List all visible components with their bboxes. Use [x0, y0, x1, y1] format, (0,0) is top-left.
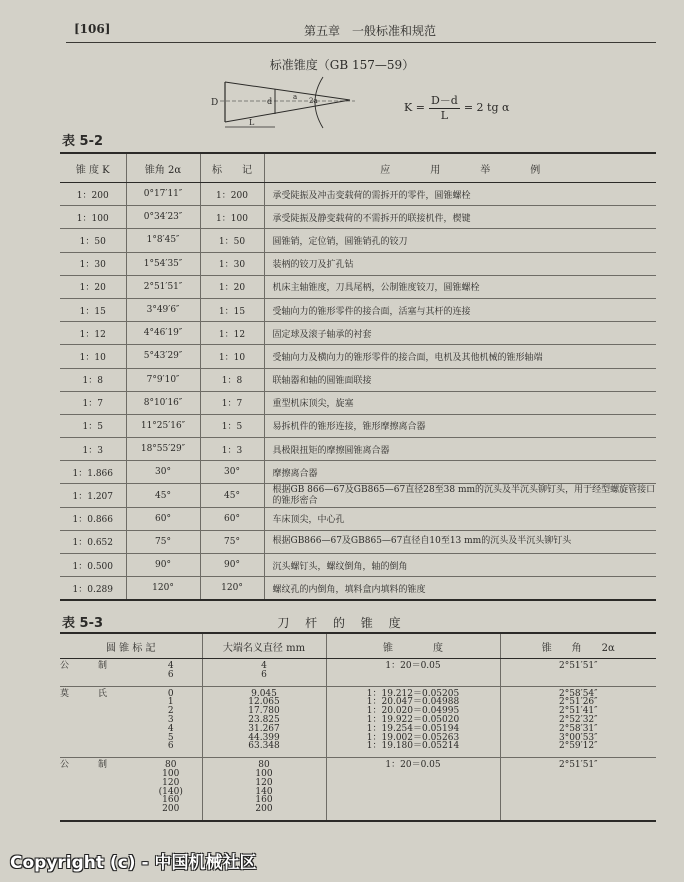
page-header [66, 20, 656, 43]
application-cell: 圆锥销，定位销，圆锥销孔的铰刀 [264, 229, 656, 252]
angle-cell: 1°8′45″ [126, 229, 200, 252]
table-row [60, 484, 656, 507]
angle-cell: 5°43′29″ [126, 345, 200, 368]
angle-cell: 7°9′10″ [126, 368, 200, 391]
application-cell: 重型机床顶尖，旋塞 [264, 391, 656, 414]
angle-cell: 90° [126, 554, 200, 577]
angle-value: 2°52′32″ [558, 714, 598, 725]
application-cell: 摩擦离合器 [264, 461, 656, 484]
table-row [60, 577, 656, 601]
mark-value: 5 [167, 732, 174, 743]
application-cell: 承受陡振及冲击变载荷的需拆开的零件，圆锥螺栓 [264, 183, 656, 206]
table-row [60, 758, 656, 821]
diagram-line [225, 82, 350, 100]
diameter-cell [202, 659, 326, 687]
taper-value: 1：19.002＝0.05263 [366, 732, 460, 743]
col-header: 应 用 举 例 [264, 153, 656, 183]
table-row [60, 461, 656, 484]
table-row [60, 414, 656, 437]
diameter-cell [202, 686, 326, 758]
group-name-cell: 莫 氏 [60, 686, 140, 758]
table-row [60, 368, 656, 391]
diameter-value: 44.399 [248, 732, 280, 743]
table-row [60, 391, 656, 414]
copyright-watermark: Copyright (c) - 中国机械社区 [10, 853, 257, 873]
taper-value: 1：19.254＝0.05194 [366, 723, 460, 734]
mark-value: 80 [165, 760, 177, 771]
table-row [60, 438, 656, 461]
table-row [60, 206, 656, 229]
table-row [60, 275, 656, 298]
application-cell: 螺纹孔的内倒角，填料盒内填料的锥度 [264, 577, 656, 601]
angle-cell: 45° [126, 484, 200, 507]
table-row [60, 659, 656, 687]
table-row [60, 229, 656, 252]
angle-list [501, 662, 657, 671]
angle-value: 2°51′51″ [558, 661, 598, 671]
taper-value: 1：20＝0.05 [385, 661, 441, 671]
diameter-list [203, 761, 326, 814]
angle-cell: 18°55′29″ [126, 438, 200, 461]
taper-cell: 1：12 [60, 322, 126, 345]
col-header: 锥 度 [326, 633, 500, 659]
col-header: 圆 锥 标 記 [60, 633, 202, 659]
diameter-value: 160 [255, 795, 273, 806]
table-5-2-label: 表 5-2 [62, 134, 104, 149]
application-cell: 受轴向力的锥形零件的接合面，活塞与其杆的连接 [264, 298, 656, 321]
mark-value: 6 [167, 741, 174, 752]
table-5-3-title: 刀 杆 的 锥 度 [277, 616, 407, 630]
taper-cell: 1：30 [60, 252, 126, 275]
col-header: 锥 角 2α [500, 633, 656, 659]
table-5-2 [60, 152, 656, 601]
diameter-value: 200 [255, 804, 273, 815]
mark-cell: 1：12 [200, 322, 264, 345]
taper-cell: 1：5 [60, 414, 126, 437]
col-header: 标 记 [200, 153, 264, 183]
table-header-row [60, 153, 656, 183]
diameter-value: 23.825 [248, 714, 280, 725]
chapter-title: 第五章 一般标准和规范 [304, 24, 437, 38]
taper-diagram [205, 72, 365, 132]
angle-cell: 11°25′16″ [126, 414, 200, 437]
mark-cell: 1：200 [200, 183, 264, 206]
application-cell: 具极限扭矩的摩擦圆锥离合器 [264, 438, 656, 461]
angle-cell [500, 659, 656, 687]
application-cell: 易拆机件的锥形连接，锥形摩擦离合器 [264, 414, 656, 437]
mark-list [140, 761, 202, 814]
mark-cell: 1：8 [200, 368, 264, 391]
mark-cell: 1：10 [200, 345, 264, 368]
mark-value: 120 [162, 777, 180, 788]
angle-cell: 0°17′11″ [126, 183, 200, 206]
mark-cell: 1：100 [200, 206, 264, 229]
mark-value: 2 [167, 706, 174, 717]
application-cell: 根据GB866—67及GB865—67直径自10至13 mm的沉头及半沉头铆钉头 [264, 530, 656, 553]
mark-cell: 1：5 [200, 414, 264, 437]
mark-list [140, 690, 202, 752]
table-row [60, 507, 656, 530]
mark-cell [140, 686, 202, 758]
mark-cell: 1：50 [200, 229, 264, 252]
taper-value: 1：19.212＝0.05205 [366, 688, 460, 699]
table-5-3 [60, 632, 656, 822]
angle-value: 2°59′12″ [558, 741, 598, 752]
label-d-lower: d [267, 97, 273, 106]
angle-cell: 60° [126, 507, 200, 530]
application-cell: 装柄的铰刀及扩孔钻 [264, 252, 656, 275]
diameter-value: 9.045 [251, 688, 277, 699]
mark-cell: 120° [200, 577, 264, 601]
table-5-3-body [60, 659, 656, 821]
taper-list [327, 761, 500, 770]
mark-cell: 90° [200, 554, 264, 577]
diameter-value: 4 [261, 661, 267, 671]
angle-value: 3°00′53″ [558, 732, 598, 743]
application-cell: 受轴向力及横向力的锥形零件的接合面，电机及其他机械的锥形轴端 [264, 345, 656, 368]
taper-cell [326, 686, 500, 758]
taper-list [327, 662, 500, 671]
application-cell: 根据GB 866—67及GB865—67直径28至38 mm的沉头及半沉头铆钉头，用于经型螺旋管接口的锥形密合 [264, 484, 656, 507]
taper-cell: 1：10 [60, 345, 126, 368]
label-d-upper: D [211, 98, 219, 108]
taper-cell: 1：0.500 [60, 554, 126, 577]
formula-denominator: L [440, 109, 449, 122]
col-header: 大端名义直径 mm [202, 633, 326, 659]
page-number: [106] [74, 22, 111, 36]
col-header: 锥 度 K [60, 153, 126, 183]
table-header-row [60, 633, 656, 659]
mark-value: 6 [167, 669, 174, 680]
angle-value: 2°58′54″ [558, 688, 598, 699]
taper-formula [404, 92, 509, 122]
taper-cell: 1：8 [60, 368, 126, 391]
diameter-value: 80 [258, 760, 270, 771]
diagram-line [225, 100, 350, 122]
table-row [60, 345, 656, 368]
table-row [60, 322, 656, 345]
mark-cell [140, 659, 202, 687]
table-5-2-body [60, 183, 656, 601]
angle-value: 2°58′31″ [558, 723, 598, 734]
mark-value: 200 [162, 804, 180, 815]
taper-list [327, 690, 500, 752]
angle-cell: 8°10′16″ [126, 391, 200, 414]
formula-right: = 2 tg α [463, 100, 510, 114]
angle-cell: 30° [126, 461, 200, 484]
mark-cell: 75° [200, 530, 264, 553]
taper-cell: 1：0.289 [60, 577, 126, 601]
taper-cell [326, 659, 500, 687]
diameter-cell [202, 758, 326, 821]
taper-value: 1：19.180＝0.05214 [366, 741, 460, 752]
taper-cell: 1：7 [60, 391, 126, 414]
taper-cell [326, 758, 500, 821]
table-row [60, 183, 656, 206]
angle-list [501, 690, 657, 752]
taper-cell: 1：50 [60, 229, 126, 252]
taper-cell: 1：1.866 [60, 461, 126, 484]
diameter-value: 12.065 [248, 697, 280, 708]
mark-value: 0 [167, 688, 174, 699]
mark-value: (140) [158, 786, 183, 797]
angle-cell [500, 686, 656, 758]
mark-value: 4 [167, 723, 174, 734]
angle-cell: 3°49′6″ [126, 298, 200, 321]
table-row [60, 298, 656, 321]
formula-numerator: D－d [430, 94, 458, 107]
mark-value: 160 [162, 795, 180, 806]
angle-cell: 2°51′51″ [126, 275, 200, 298]
figure-title: 标准锥度（GB 157—59） [269, 58, 415, 72]
application-cell: 承受陡振及静变载荷的不需拆开的联接机件，楔键 [264, 206, 656, 229]
taper-cell: 1：1.207 [60, 484, 126, 507]
table-row [60, 530, 656, 553]
application-cell: 固定球及滚子轴承的衬套 [264, 322, 656, 345]
label-a: a [293, 93, 298, 101]
diameter-value: 17.780 [248, 706, 280, 717]
diameter-list [203, 662, 326, 680]
mark-list [140, 662, 202, 680]
angle-value: 2°51′26″ [558, 697, 598, 708]
angle-cell [500, 758, 656, 821]
diameter-list [203, 690, 326, 752]
taper-value: 1：20.020＝0.04995 [366, 706, 460, 717]
table-row [60, 252, 656, 275]
mark-cell: 1：7 [200, 391, 264, 414]
angle-value: 2°51′41″ [558, 706, 598, 717]
mark-cell: 30° [200, 461, 264, 484]
mark-cell: 1：15 [200, 298, 264, 321]
col-header: 锥角 2α [126, 153, 200, 183]
table-row [60, 554, 656, 577]
angle-cell: 0°34′23″ [126, 206, 200, 229]
mark-value: 4 [167, 661, 174, 671]
angle-list [501, 761, 657, 770]
application-cell: 联轴器和轴的圆锥面联接 [264, 368, 656, 391]
table-row [60, 686, 656, 758]
angle-cell: 75° [126, 530, 200, 553]
taper-cell: 1：3 [60, 438, 126, 461]
taper-cell: 1：0.652 [60, 530, 126, 553]
application-cell: 车床顶尖，中心孔 [264, 507, 656, 530]
angle-cell: 1°54′35″ [126, 252, 200, 275]
taper-cell: 1：20 [60, 275, 126, 298]
diameter-value: 140 [255, 786, 273, 797]
mark-value: 1 [167, 697, 174, 708]
mark-cell: 1：30 [200, 252, 264, 275]
mark-cell [140, 758, 202, 821]
mark-cell: 1：3 [200, 438, 264, 461]
taper-cell: 1：0.866 [60, 507, 126, 530]
mark-cell: 1：20 [200, 275, 264, 298]
group-name-cell: 公 制 [60, 758, 140, 821]
mark-cell: 45° [200, 484, 264, 507]
taper-cell: 1：15 [60, 298, 126, 321]
formula-fraction [429, 92, 460, 122]
angle-cell: 120° [126, 577, 200, 601]
application-cell: 机床主轴锥度，刀具尾柄，公制锥度铰刀，圆锥螺栓 [264, 275, 656, 298]
formula-left: K = [404, 100, 425, 114]
angle-cell: 4°46′19″ [126, 322, 200, 345]
table-5-3-label: 表 5-3 [62, 616, 104, 631]
taper-value: 1：20＝0.05 [385, 760, 441, 771]
diameter-value: 120 [255, 777, 273, 788]
label-2a: 2a [309, 97, 318, 105]
mark-value: 3 [167, 714, 174, 725]
taper-value: 1：20.047＝0.04988 [366, 697, 460, 708]
taper-cell: 1：200 [60, 183, 126, 206]
diameter-value: 6 [261, 669, 267, 680]
diameter-value: 100 [255, 768, 273, 779]
label-l: L [249, 118, 255, 127]
diameter-value: 63.348 [248, 741, 280, 752]
application-cell: 沉头螺钉头，螺纹倒角，轴的倒角 [264, 554, 656, 577]
diameter-value: 31.267 [248, 723, 280, 734]
group-name-cell: 公 制 [60, 659, 140, 687]
angle-value: 2°51′51″ [558, 760, 598, 771]
mark-value: 100 [162, 768, 180, 779]
taper-value: 1：19.922＝0.05020 [366, 714, 460, 725]
taper-cell: 1：100 [60, 206, 126, 229]
mark-cell: 60° [200, 507, 264, 530]
